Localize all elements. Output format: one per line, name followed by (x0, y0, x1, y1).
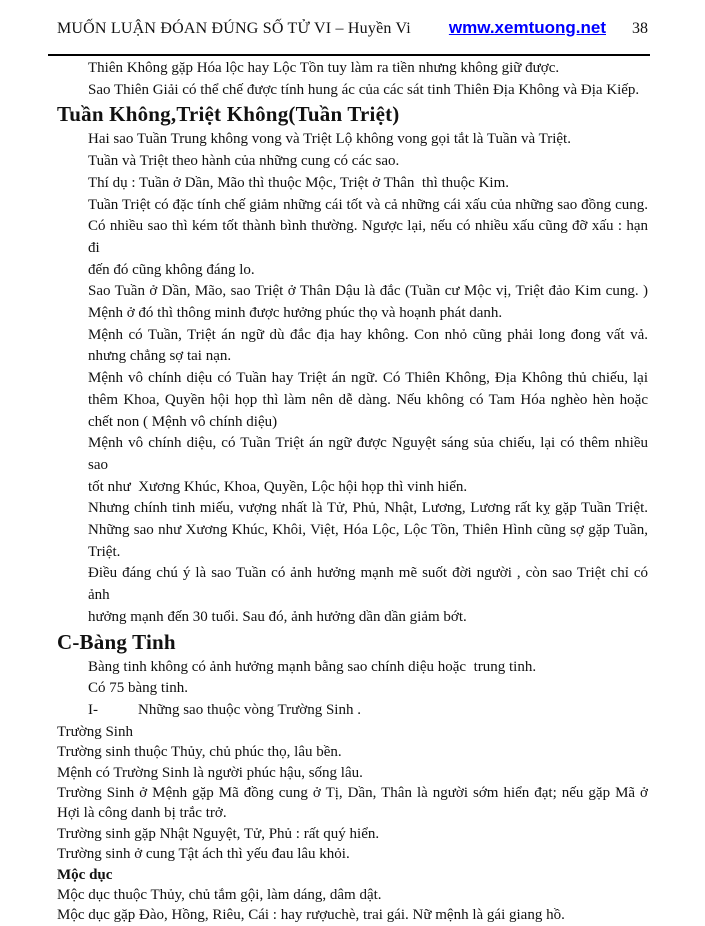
text-line: Điều đáng chú ý là sao Tuần có ảnh hưởng mạnh mẽ suốt đời người , còn sao Triệt chỉ có ảnh (88, 565, 648, 604)
text-line: Mệnh có Tuần, Triệt án ngữ dù đắc địa hay không. Con nhỏ cũng phải long đong vất vả. (88, 326, 648, 343)
text-line: nhưng chẳng sợ tai nạn. (88, 348, 232, 365)
text-line: tốt như Xương Khúc, Khoa, Quyền, Lộc hội họp thì vinh hiển. (88, 478, 468, 495)
site-link[interactable]: wmw.xemtuong.net (448, 18, 606, 37)
text-line: Hợi là công danh bị trắc trở. (57, 805, 227, 822)
text-line: Mộc dục (57, 866, 113, 883)
text-line: Triệt. (88, 543, 121, 560)
text-line: Mệnh có Trường Sinh là người phúc hậu, sống lâu. (57, 764, 363, 781)
text-line: chết non ( Mệnh vô chính diệu) (88, 413, 278, 430)
text-line: Mệnh vô chính diệu, có Tuần Triệt án ngữ được Nguyệt sáng sủa chiếu, lại có thêm nhiều sao (88, 435, 648, 473)
text-line: Hai sao Tuần Trung không vong và Triệt Lộ không vong gọi tắt là Tuần và Triệt. (88, 131, 571, 148)
text-line (57, 700, 648, 722)
list-marker: I- (88, 701, 98, 718)
list-item-text: Những sao thuộc vòng Trường Sinh . (138, 701, 361, 718)
text-line: Tuần và Triệt theo hành của những cung có các sao. (88, 153, 400, 170)
text-line: Thí dụ : Tuần ở Dần, Mão thì thuộc Mộc, Triệt ở Thân thì thuộc Kim. (88, 174, 510, 191)
text-line: hưởng mạnh đến 30 tuổi. Sau đó, ảnh hưởng dần dần giảm bớt. (88, 608, 467, 625)
header-rule (48, 54, 650, 56)
header-title: MUỐN LUẬN ĐÓAN ĐÚNG SỐ TỬ VI – Huyền Vi (57, 20, 411, 37)
text-line: đến đó cũng không đáng lo. (88, 261, 255, 278)
text-line: thêm Khoa, Quyền hội họp thì làm nên dễ dàng. Nếu không có Tam Hóa nghèo hèn hoặc (88, 391, 648, 408)
text-line: Có nhiều sao thì kém tốt thành bình thường. Ngược lại, nếu có nhiều xấu cũng đỡ xấu : hạn đi (88, 218, 648, 256)
text-line: Những sao như Xương Khúc, Khôi, Việt, Hóa Lộc, Lộc Tồn, Thiên Hình cũng sợ gặp Tuần, (88, 522, 648, 539)
text-line: Trường sinh thuộc Thủy, chủ phúc thọ, lâu bền. (57, 744, 342, 761)
text-line: Trường Sinh (57, 723, 133, 740)
text-line: Nhưng chính tinh miếu, vượng nhất là Tử, Phủ, Nhật, Lương, Lương rất kỵ gặp Tuần Triệt. (88, 500, 648, 517)
document-body (57, 58, 648, 926)
text-line: Trường Sinh ở Mệnh gặp Mã đồng cung ở Tị, Dần, Thân là người sớm hiển đạt; nếu gặp Mã ở (57, 784, 648, 801)
text-line: Mệnh ở đó thì thông minh được hưởng phúc thọ và hoạnh phát danh. (88, 305, 503, 322)
text-line: Sao Tuần ở Dần, Mão, sao Triệt ở Thân Dậu là đắc (Tuần cư Mộc vị, Triệt đảo Kim cung. ) (88, 283, 648, 300)
text-line: Mộc dục gặp Đào, Hồng, Riêu, Cái : hay rượuchè, trai gái. Nữ mệnh là gái giang hồ. (57, 907, 565, 924)
text-line: Thiên Không gặp Hóa lộc hay Lộc Tồn tuy làm ra tiền nhưng không giữ được. (88, 60, 560, 76)
section-heading: C-Bàng Tinh (57, 629, 176, 654)
text-line: Sao Thiên Giải có thể chế được tính hung ác của các sát tinh Thiên Địa Không và Địa Kiếp. (88, 81, 640, 98)
section-heading: Tuần Không,Triệt Không(Tuần Triệt) (57, 102, 400, 127)
text-line: Mệnh vô chính diệu có Tuần hay Triệt án ngữ. Có Thiên Không, Địa Không thủ chiếu, lại (88, 370, 648, 387)
text-line: Bàng tinh không có ảnh hưởng mạnh bằng sao chính diệu hoặc trung tinh. (88, 658, 537, 675)
text-line: Trường sinh gặp Nhật Nguyệt, Tử, Phủ : rất quý hiển. (57, 825, 380, 842)
page-header (57, 18, 648, 38)
text-line: Tuần Triệt có đặc tính chế giảm những cái tốt và cả những cái xấu của những sao đồng cung. (88, 196, 648, 213)
page-number: 38 (632, 20, 648, 37)
text-line: Mộc dục thuộc Thủy, chủ tắm gội, làm dáng, dâm dật. (57, 886, 382, 903)
text-line: Có 75 bàng tinh. (88, 680, 188, 697)
text-line: Trường sinh ở cung Tật ách thì yếu đau lâu khỏi. (57, 846, 350, 863)
